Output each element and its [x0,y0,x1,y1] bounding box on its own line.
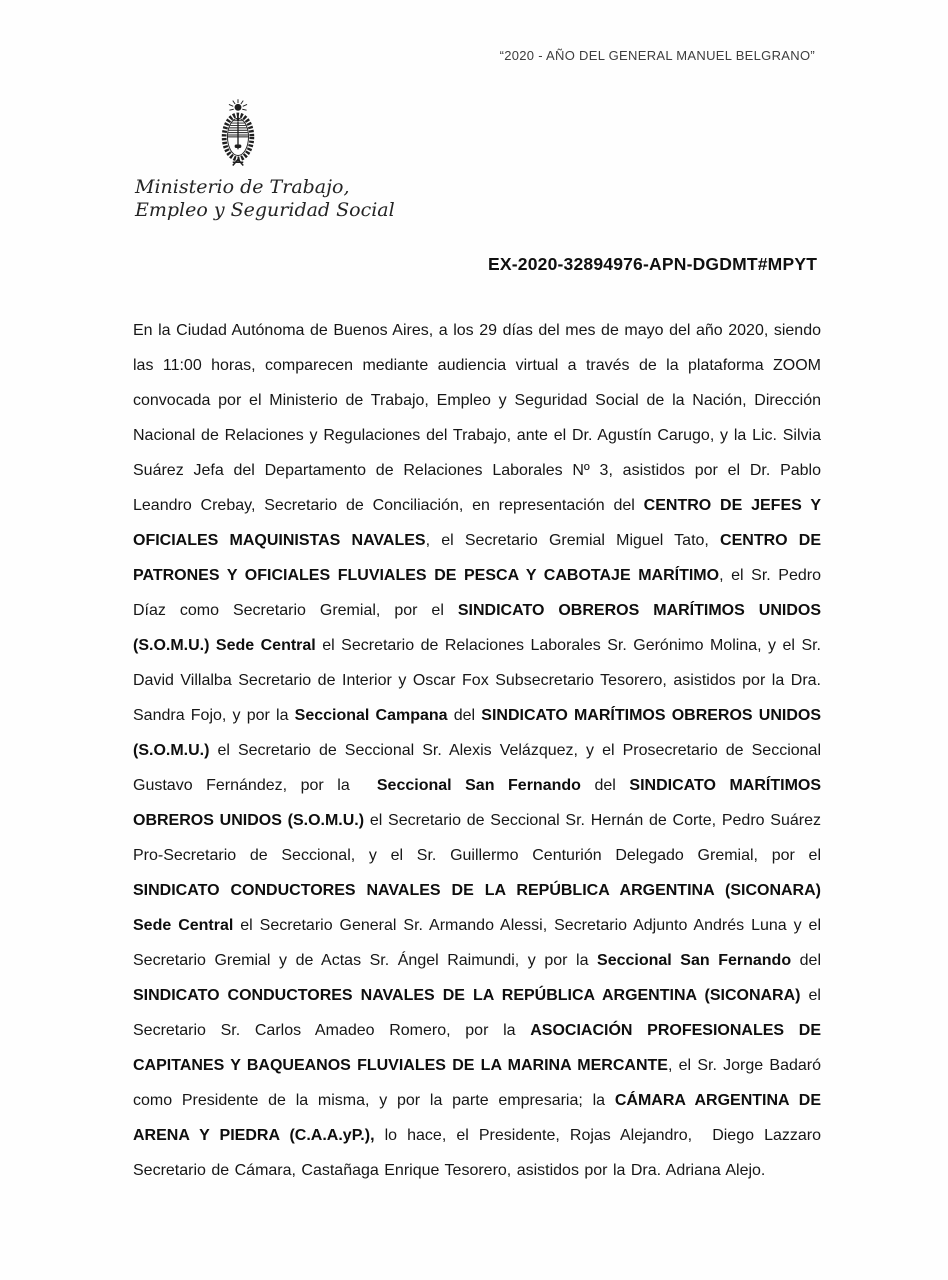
text-run: En la Ciudad Autónoma de Buenos Aires, a los 29 días del mes de mayo del año 2020, siendo las 11:00 horas, comparecen mediante audiencia virtual a través de la plataforma ZOOM convocada por el Ministerio de Trabajo, Empleo y Seguridad Social de la Nación, Dirección Nacional de Relaciones y Regulaciones del Trabajo, ante el Dr. Agustín Carugo, y la Lic. Silvia Suárez Jefa del Departamento de Relaciones Laborales Nº 3, asistidos por el Dr. Pablo Leandro Crebay, Secretario de Conciliación, en representación del [133,322,821,514]
bold-text-run: Seccional Campana [294,707,448,724]
text-run: lo hace, el Presidente, Rojas Alejandro, Diego Lazzaro Secretario de Cámara, Castañaga Enrique Tesorero, asistidos por la Dra. Adriana Alejo. [133,1127,821,1179]
ministry-name-line2: Empleo y Seguridad Social [135,199,395,221]
text-run: el Secretario General Sr. Armando Alessi, Secretario Adjunto Andrés Luna y el Secretario Gremial y de Actas Sr. Ángel Raimundi, y por la [133,917,822,969]
text-run: del [791,952,821,969]
text-run: , el Sr. Pedro Díaz como Secretario Gremial, por el [133,567,821,619]
text-run: el Secretario de Seccional Sr. Hernán de Corte, Pedro Suárez Pro-Secretario de Seccional, y el Sr. Guillermo Centurión Delegado Gremial, por el [133,812,821,864]
text-run: el Secretario de Relaciones Laborales Sr. Gerónimo Molina, y el Sr. David Villalba Secretario de Interior y Oscar Fox Subsecretario Tesorero, asistidos por la Dra. Sandra Fojo, y por la [133,637,822,724]
bold-text-run: SINDICATO CONDUCTORES NAVALES DE LA REPÚBLICA ARGENTINA (SICONARA) [133,987,801,1004]
year-motto: “2020 - AÑO DEL GENERAL MANUEL BELGRANO” [499,48,815,63]
bold-text-run: SINDICATO CONDUCTORES NAVALES DE LA REPÚBLICA ARGENTINA (SICONARA) Sede Central [133,882,821,934]
ministry-letterhead [135,98,395,222]
body-paragraph [133,313,821,1188]
ministry-name-line1: Ministerio de Trabajo, [135,176,350,198]
text-run: el Secretario Sr. Carlos Amadeo Romero, por la [133,987,821,1039]
bold-text-run: CÁMARA ARGENTINA DE ARENA Y PIEDRA (C.A.A.yP.), [133,1092,822,1144]
ministry-name [135,176,395,222]
text-run: el Secretario de Seccional Sr. Alexis Velázquez, y el Prosecretario de Seccional Gustavo Fernández, por la [133,742,821,794]
bold-text-run: SINDICATO OBREROS MARÍTIMOS UNIDOS (S.O.M.U.) Sede Central [133,602,821,654]
text-run: , el Sr. Jorge Badaró como Presidente de la misma, y por la parte empresaria; la [133,1057,822,1109]
bold-text-run: ASOCIACIÓN PROFESIONALES DE CAPITANES Y BAQUEANOS FLUVIALES DE LA MARINA MERCANTE [133,1022,822,1074]
bold-text-run: Seccional San Fernando [597,952,792,969]
text-run: del [580,777,630,794]
bold-text-run: SINDICATO MARÍTIMOS OBREROS UNIDOS (S.O.M.U.) [133,777,822,829]
document-reference: EX-2020-32894976-APN-DGDMT#MPYT [488,254,818,274]
bold-text-run: CENTRO DE PATRONES Y OFICIALES FLUVIALES DE PESCA Y CABOTAJE MARÍTIMO [133,532,821,584]
text-run: del [447,707,482,724]
text-run: , el Secretario Gremial Miguel Tato, [425,532,721,549]
bold-text-run: CENTRO DE JEFES Y OFICIALES MAQUINISTAS NAVALES [133,497,822,549]
coat-of-arms-icon [217,98,259,172]
bold-text-run: SINDICATO MARÍTIMOS OBREROS UNIDOS (S.O.M.U.) [133,707,821,759]
bold-text-run: Seccional San Fernando [376,777,581,794]
